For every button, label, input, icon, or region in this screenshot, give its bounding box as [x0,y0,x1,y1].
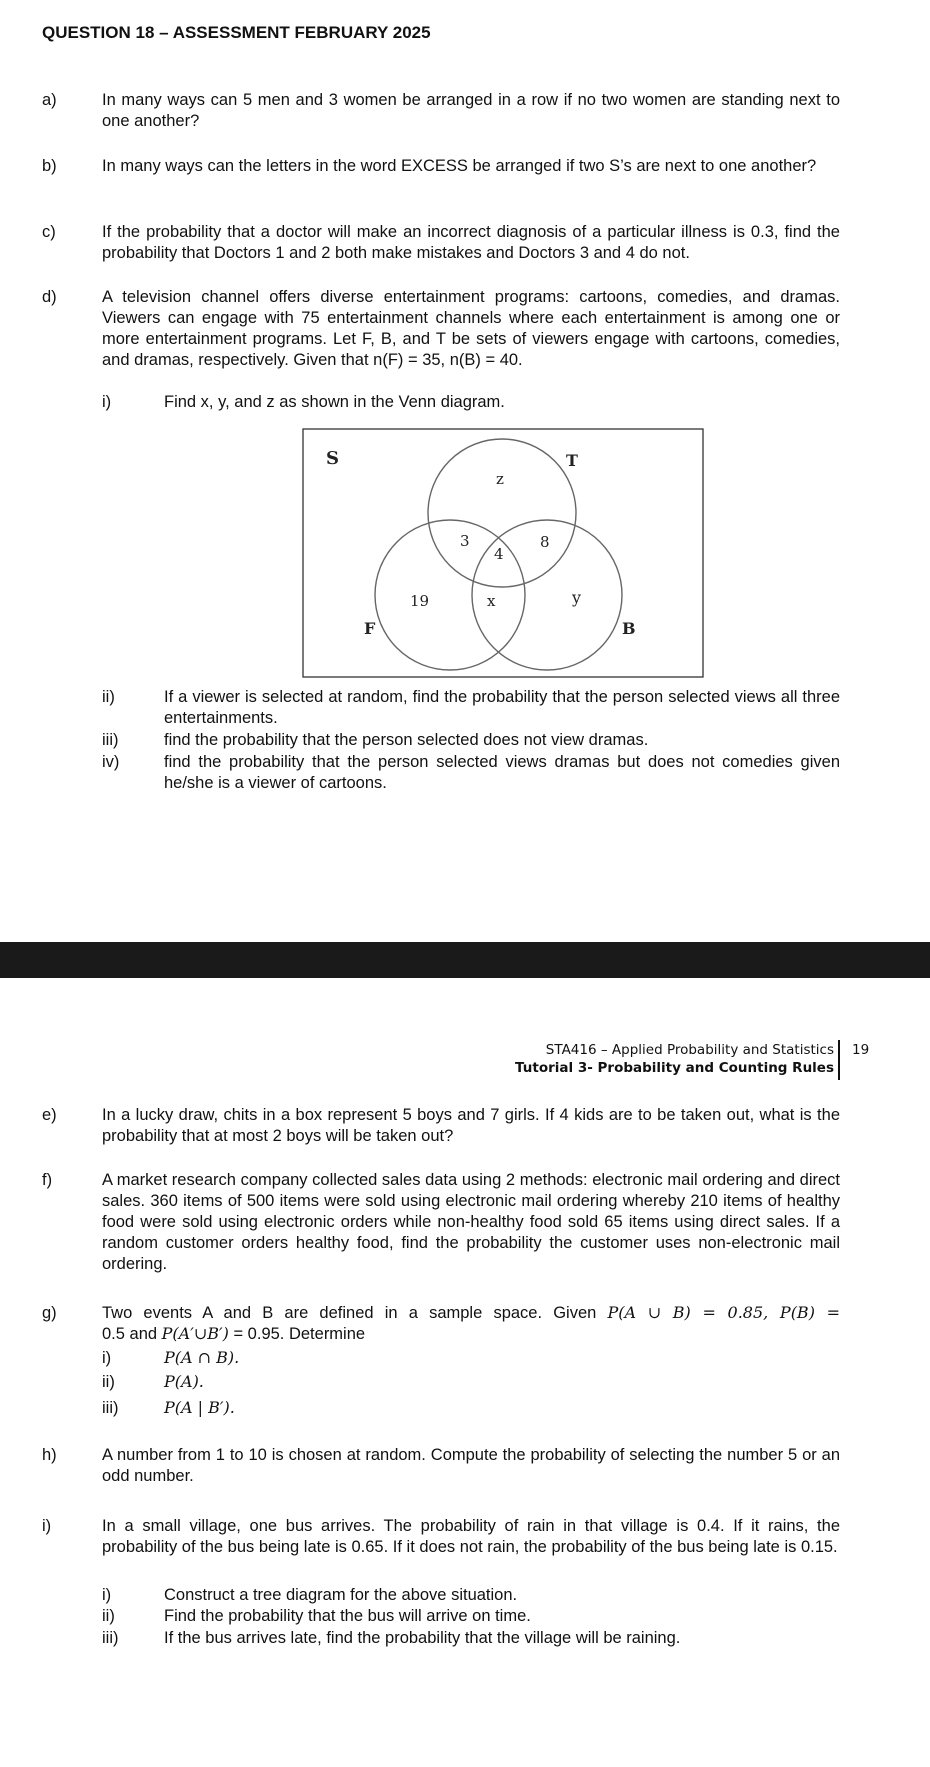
question-a-label: a) [42,91,57,109]
venn-label-T: T [566,451,578,470]
venn-region-z: z [496,470,504,488]
venn-region-F-only: 19 [410,592,430,610]
question-b-label: b) [42,157,57,175]
question-g-iii-expr: P(A | B′). [164,1398,235,1417]
question-i-ii-label: ii) [102,1607,115,1625]
question-i-label: i) [42,1517,52,1535]
page-title: QUESTION 18 – ASSESSMENT FEBRUARY 2025 [42,23,431,42]
venn-region-BT: 8 [540,533,550,551]
question-g-math-2: P(A′∪B′) [161,1323,229,1343]
question-d-iii-label: iii) [102,731,119,749]
venn-region-y: y [572,588,582,607]
question-e-text: In a lucky draw, chits in a box represent 5 boys and 7 girls. If 4 kids are to be taken out, what is the probability that at most 2 boys will be taken out? [102,1106,840,1145]
venn-label-F: F [364,619,376,638]
question-d-iv-label: iv) [102,753,120,771]
question-d-i-label: i) [102,393,112,411]
question-g-line2b: = 0.95. Determine [228,1324,366,1343]
page-header [515,1042,834,1078]
header-tutorial: Tutorial 3- Probability and Counting Rules [515,1059,834,1076]
question-g-ii-expr: P(A). [164,1372,204,1391]
venn-region-x: x [487,592,496,610]
question-b-text: In many ways can the letters in the word EXCESS be arranged if two S’s are next to one another? [102,157,817,175]
question-d-ii-text: If a viewer is selected at random, find the probability that the person selected views all three entertainments. [164,688,840,727]
page-number: 19 [852,1042,870,1058]
question-g-label: g) [42,1304,57,1322]
question-c-text: If the probability that a doctor will make an incorrect diagnosis of a particular illness is 0.3, find the probability that Doctors 1 and 2 both make mistakes and Doctors 3 and 4 do not. [102,223,840,262]
question-f-label: f) [42,1171,53,1189]
question-f-text: A market research company collected sales data using 2 methods: electronic mail ordering and direct sales. 360 items of 500 items were sold using electronic mail ordering whereby 210 items of healthy food were sold using electronic orders while non-healthy food sold 65 items using direct sales. If a random customer orders healthy food, find the probability the customer uses non-electronic mail ordering. [102,1171,840,1273]
question-h-text: A number from 1 to 10 is chosen at random. Compute the probability of selecting the number 5 or an odd number. [102,1446,840,1485]
question-g-math-1: P(A ∪ B) = 0.85, P(B) = [607,1303,841,1322]
venn-label-B: B [622,619,636,638]
question-i-i-text: Construct a tree diagram for the above situation. [164,1586,518,1604]
question-g-i-expr: P(A ∩ B). [164,1348,240,1367]
question-i-text: In a small village, one bus arrives. The probability of rain in that village is 0.4. If it rains, the probability of the bus being late is 0.65. If it does not rain, the probability of the bus being late is 0.15. [102,1517,840,1556]
question-d-iii-text: find the probability that the person selected does not view dramas. [164,731,649,749]
question-d-text: A television channel offers diverse entertainment programs: cartoons, comedies, and dramas. Viewers can engage with 75 entertainment channels where each entertainment is among one or more entertainment programs. Let F, B, and T be sets of viewers engage with cartoons, comedies, and dramas, respectively. Given that n(F) = 35, n(B) = 40. [102,288,840,369]
venn-label-S: S [326,448,339,469]
question-g-line2a: 0.5 and [102,1324,162,1343]
question-d-iv-text: find the probability that the person selected views dramas but does not comedies given he/she is a viewer of cartoons. [164,753,840,792]
venn-region-FT: 3 [460,532,470,550]
question-d-ii-label: ii) [102,688,115,706]
question-e-label: e) [42,1106,57,1124]
venn-circle-F [375,520,525,670]
venn-region-FBT: 4 [494,545,504,563]
question-d-i-text: Find x, y, and z as shown in the Venn diagram. [164,393,505,411]
question-a-text: In many ways can 5 men and 3 women be arranged in a row if no two women are standing next to one another? [102,91,840,130]
question-d-label: d) [42,288,57,306]
question-g-iii-label: iii) [102,1399,119,1417]
question-i-ii-text: Find the probability that the bus will arrive on time. [164,1607,531,1625]
question-h-label: h) [42,1446,57,1464]
page-break-bar [0,942,930,978]
question-i-iii-label: iii) [102,1629,119,1647]
question-g-intro: Two events A and B are defined in a sample space. Given [102,1304,608,1322]
question-g-text [102,1303,840,1345]
question-g-ii-label: ii) [102,1373,115,1391]
question-c-label: c) [42,223,56,241]
venn-circle-T [428,439,576,587]
question-g-i-label: i) [102,1349,112,1367]
header-divider [838,1040,840,1080]
question-i-i-label: i) [102,1586,112,1604]
question-i-iii-text: If the bus arrives late, find the probability that the village will be raining. [164,1629,681,1647]
header-course: STA416 – Applied Probability and Statistics [545,1042,834,1058]
venn-diagram [302,428,704,678]
